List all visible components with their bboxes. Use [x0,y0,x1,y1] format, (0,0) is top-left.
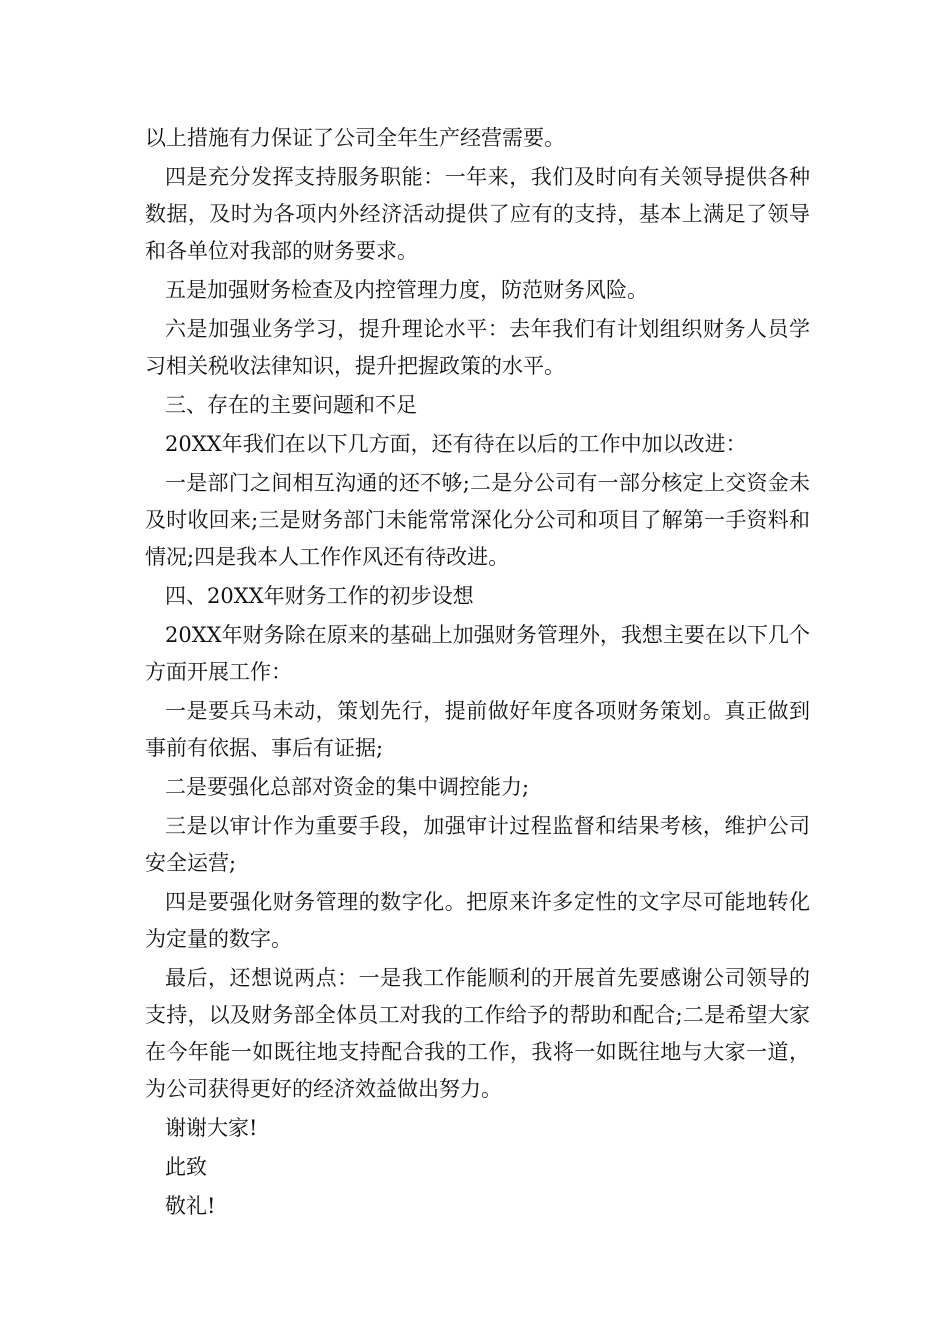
paragraph-11: 二是要强化总部对资金的集中调控能力; [165,775,530,799]
paragraph-14: 最后，还想说两点：一是我工作能顺利的开展首先要感谢公司领导的支持，以及财务部全体员工对我的工作给予的帮助和配合;二是希望大家在今年能一如既往地支持配合我的工作，我将一如既往地与大家一道，为公司获得更好的经济效益做出努力。 [145,966,810,1101]
paragraph-2: 四是充分发挥支持服务职能：一年来，我们及时向有关领导提供各种数据，及时为各项内外经济活动提供了应有的支持，基本上满足了领导和各单位对我部的财务要求。 [145,165,810,263]
paragraph-7: 一是部门之间相互沟通的还不够;二是分公司有一部分核定上交资金未及时收回来;三是财务部门未能常常深化分公司和项目了解第一手资料和情况;四是我本人工作作风还有待改进。 [145,471,810,569]
paragraph-9: 20XX年财务除在原来的基础上加强财务管理外，我想主要在以下几个方面开展工作： [145,623,810,684]
paragraph-10: 一是要兵马未动，策划先行，提前做好年度各项财务策划。真正做到事前有依据、事后有证据; [145,699,810,760]
closing-thanks: 谢谢大家! [165,1116,258,1140]
closing-regards: 敬礼! [165,1194,216,1218]
paragraph-4: 六是加强业务学习，提升理论水平：去年我们有计划组织财务人员学习相关税收法律知识，提升把握政策的水平。 [145,317,810,378]
paragraph-6: 20XX年我们在以下几方面，还有待在以后的工作中加以改进： [165,432,747,456]
section-heading-plans: 四、20XX年财务工作的初步设想 [165,584,474,608]
paragraph-13: 四是要强化财务管理的数字化。把原来许多定性的文字尽可能地转化为定量的数字。 [145,890,810,951]
section-heading-problems: 三、存在的主要问题和不足 [165,393,417,417]
document-body [145,120,810,1225]
paragraph-12: 三是以审计作为重要手段，加强审计过程监督和结果考核，维护公司安全运营; [145,814,810,875]
paragraph-3: 五是加强财务检查及内控管理力度，防范财务风险。 [165,278,648,302]
closing-salutation: 此致 [165,1155,207,1179]
paragraph-1: 以上措施有力保证了公司全年生产经营需要。 [145,126,565,150]
